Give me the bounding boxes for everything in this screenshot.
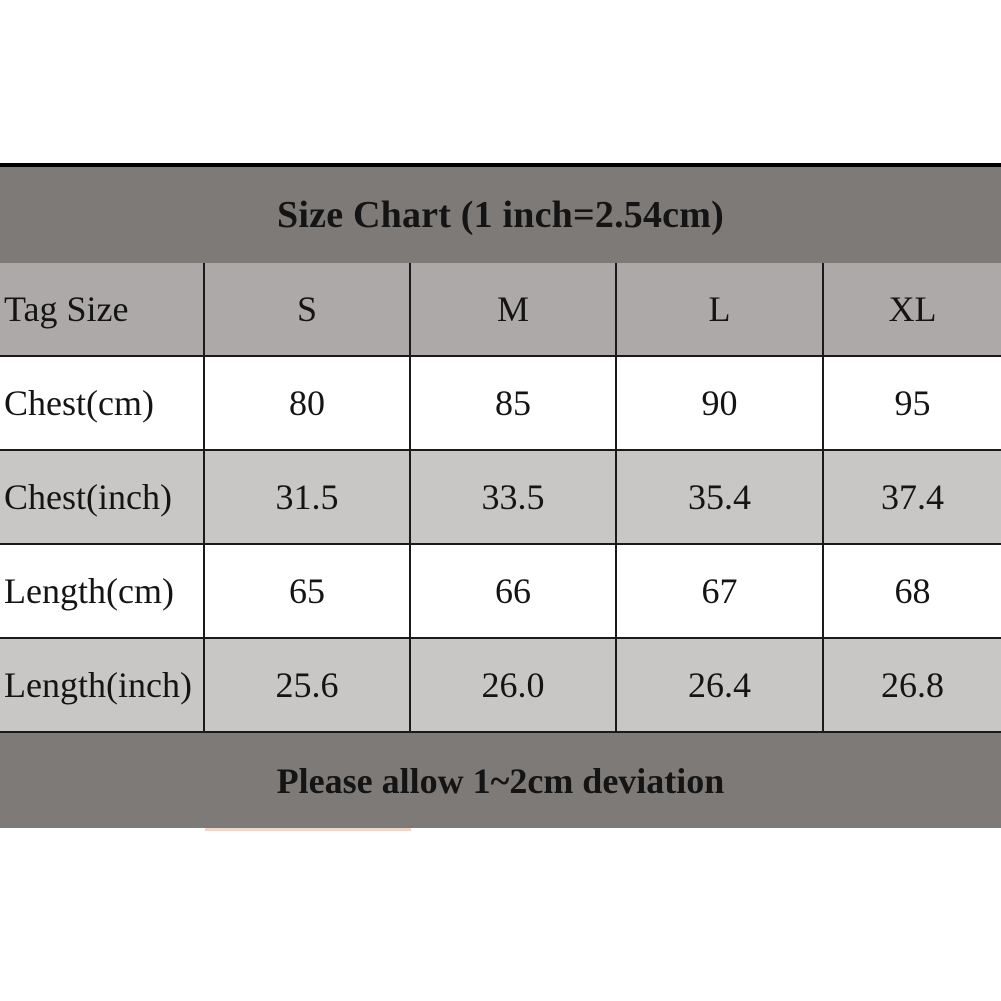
size-chart-table bbox=[0, 263, 1001, 733]
table-cell: 85 bbox=[411, 357, 617, 451]
table-cell: 65 bbox=[205, 545, 411, 639]
table-cell: 68 bbox=[824, 545, 1001, 639]
table-cell: 26.8 bbox=[824, 639, 1001, 733]
header-cell-xl: XL bbox=[824, 263, 1001, 357]
header-cell-l: L bbox=[617, 263, 824, 357]
table-cell: 80 bbox=[205, 357, 411, 451]
table-cell: 26.0 bbox=[411, 639, 617, 733]
table-cell: 66 bbox=[411, 545, 617, 639]
size-chart-title: Size Chart (1 inch=2.54cm) bbox=[0, 167, 1001, 263]
header-cell-m: M bbox=[411, 263, 617, 357]
table-cell: 67 bbox=[617, 545, 824, 639]
row-label: Length(cm) bbox=[0, 545, 205, 639]
header-cell-label: Tag Size bbox=[0, 263, 205, 357]
table-cell: 95 bbox=[824, 357, 1001, 451]
table-cell: 26.4 bbox=[617, 639, 824, 733]
table-cell: 90 bbox=[617, 357, 824, 451]
row-label: Chest(cm) bbox=[0, 357, 205, 451]
table-cell: 35.4 bbox=[617, 451, 824, 545]
row-label: Length(inch) bbox=[0, 639, 205, 733]
deviation-note: Please allow 1~2cm deviation bbox=[0, 733, 1001, 828]
table-cell: 33.5 bbox=[411, 451, 617, 545]
table-cell: 31.5 bbox=[205, 451, 411, 545]
table-cell: 25.6 bbox=[205, 639, 411, 733]
table-cell: 37.4 bbox=[824, 451, 1001, 545]
row-label: Chest(inch) bbox=[0, 451, 205, 545]
accent-strip bbox=[205, 828, 411, 831]
header-cell-s: S bbox=[205, 263, 411, 357]
